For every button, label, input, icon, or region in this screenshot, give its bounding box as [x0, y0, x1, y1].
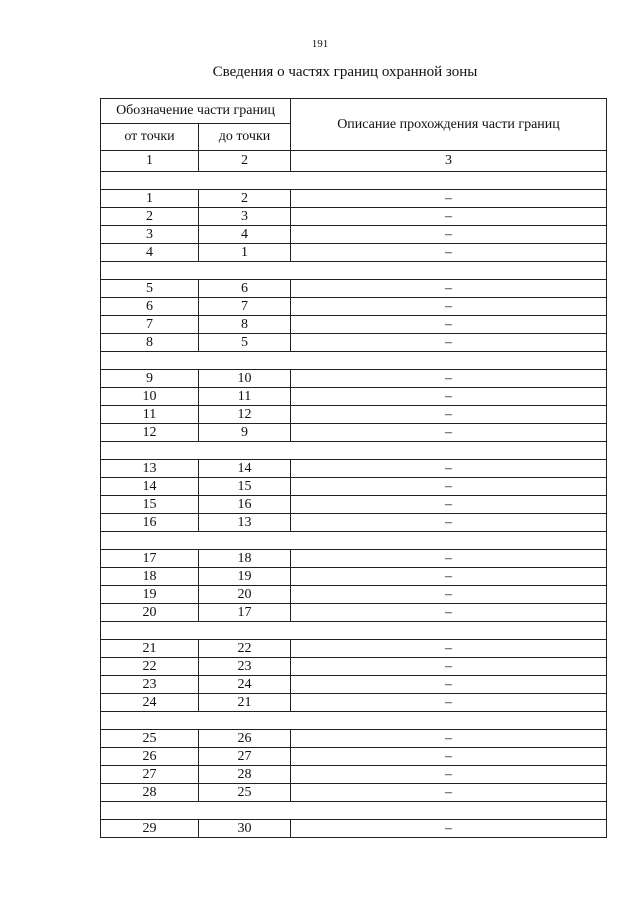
to-point-cell: 19: [199, 568, 291, 586]
to-point-cell: 16: [199, 496, 291, 514]
from-point-cell: 18: [101, 568, 199, 586]
from-point-cell: 10: [101, 388, 199, 406]
group-separator-row: [101, 802, 607, 820]
to-point-cell: 15: [199, 478, 291, 496]
to-point-cell: 24: [199, 676, 291, 694]
to-point-cell: 17: [199, 604, 291, 622]
description-cell: –: [291, 316, 607, 334]
description-cell: –: [291, 604, 607, 622]
document-title: Сведения о частях границ охранной зоны: [212, 64, 478, 80]
table-row: [101, 694, 607, 712]
description-cell: –: [291, 406, 607, 424]
from-point-cell: 7: [101, 316, 199, 334]
to-point-cell: 13: [199, 514, 291, 532]
to-point-cell: 28: [199, 766, 291, 784]
table-row: [101, 640, 607, 658]
to-point-cell: 2: [199, 190, 291, 208]
to-point-cell: 1: [199, 244, 291, 262]
to-point-cell: 21: [199, 694, 291, 712]
description-cell: –: [291, 748, 607, 766]
to-point-cell: 20: [199, 586, 291, 604]
to-point-cell: 9: [199, 424, 291, 442]
table-body: [101, 99, 607, 838]
table-row: [101, 406, 607, 424]
group-separator-cell: [101, 442, 607, 460]
to-point-cell: 6: [199, 280, 291, 298]
from-point-cell: 22: [101, 658, 199, 676]
from-point-cell: 17: [101, 550, 199, 568]
from-point-cell: 12: [101, 424, 199, 442]
table-row: [101, 334, 607, 352]
description-cell: –: [291, 208, 607, 226]
description-cell: –: [291, 640, 607, 658]
header-designation: Обозначение части границ: [101, 99, 291, 124]
from-point-cell: 16: [101, 514, 199, 532]
from-point-cell: 5: [101, 280, 199, 298]
from-point-cell: 28: [101, 784, 199, 802]
description-cell: –: [291, 226, 607, 244]
header-to-point: до точки: [199, 124, 291, 151]
from-point-cell: 25: [101, 730, 199, 748]
from-point-cell: 29: [101, 820, 199, 838]
to-point-cell: 25: [199, 784, 291, 802]
table-row: [101, 658, 607, 676]
from-point-cell: 13: [101, 460, 199, 478]
group-separator-cell: [101, 172, 607, 190]
description-cell: –: [291, 496, 607, 514]
boundary-parts-table: [100, 98, 607, 838]
group-separator-row: [101, 262, 607, 280]
from-point-cell: 23: [101, 676, 199, 694]
description-cell: –: [291, 244, 607, 262]
description-cell: –: [291, 190, 607, 208]
description-cell: –: [291, 730, 607, 748]
to-point-cell: 27: [199, 748, 291, 766]
group-separator-cell: [101, 802, 607, 820]
to-point-cell: 14: [199, 460, 291, 478]
table-row: [101, 208, 607, 226]
description-cell: –: [291, 820, 607, 838]
group-separator-row: [101, 172, 607, 190]
column-number: 2: [199, 151, 291, 172]
description-cell: –: [291, 298, 607, 316]
column-number: 3: [291, 151, 607, 172]
table-row: [101, 748, 607, 766]
group-separator-row: [101, 532, 607, 550]
description-cell: –: [291, 568, 607, 586]
description-cell: –: [291, 334, 607, 352]
table-row: [101, 784, 607, 802]
description-cell: –: [291, 388, 607, 406]
from-point-cell: 9: [101, 370, 199, 388]
table-row: [101, 316, 607, 334]
description-cell: –: [291, 658, 607, 676]
header-description: Описание прохождения части границ: [291, 99, 607, 151]
from-point-cell: 2: [101, 208, 199, 226]
table-row: [101, 676, 607, 694]
table-row: [101, 370, 607, 388]
table-row: [101, 550, 607, 568]
group-separator-row: [101, 442, 607, 460]
group-separator-cell: [101, 262, 607, 280]
table-row: [101, 604, 607, 622]
from-point-cell: 8: [101, 334, 199, 352]
table-row: [101, 244, 607, 262]
to-point-cell: 23: [199, 658, 291, 676]
description-cell: –: [291, 676, 607, 694]
to-point-cell: 7: [199, 298, 291, 316]
from-point-cell: 4: [101, 244, 199, 262]
group-separator-row: [101, 622, 607, 640]
table-row: [101, 586, 607, 604]
description-cell: –: [291, 784, 607, 802]
from-point-cell: 11: [101, 406, 199, 424]
description-cell: –: [291, 514, 607, 532]
from-point-cell: 19: [101, 586, 199, 604]
from-point-cell: 21: [101, 640, 199, 658]
group-separator-cell: [101, 532, 607, 550]
table-row: [101, 766, 607, 784]
header-row: [101, 99, 607, 124]
table-row: [101, 568, 607, 586]
description-cell: –: [291, 280, 607, 298]
to-point-cell: 18: [199, 550, 291, 568]
from-point-cell: 6: [101, 298, 199, 316]
from-point-cell: 20: [101, 604, 199, 622]
group-separator-row: [101, 712, 607, 730]
table-row: [101, 460, 607, 478]
from-point-cell: 24: [101, 694, 199, 712]
table-row: [101, 388, 607, 406]
table-row: [101, 280, 607, 298]
column-number-row: [101, 151, 607, 172]
table-row: [101, 730, 607, 748]
to-point-cell: 12: [199, 406, 291, 424]
page-number: 191: [311, 38, 329, 50]
description-cell: –: [291, 460, 607, 478]
to-point-cell: 3: [199, 208, 291, 226]
description-cell: –: [291, 424, 607, 442]
description-cell: –: [291, 694, 607, 712]
header-from-point: от точки: [101, 124, 199, 151]
table-row: [101, 424, 607, 442]
to-point-cell: 26: [199, 730, 291, 748]
table-row: [101, 514, 607, 532]
to-point-cell: 5: [199, 334, 291, 352]
description-cell: –: [291, 370, 607, 388]
from-point-cell: 3: [101, 226, 199, 244]
description-cell: –: [291, 766, 607, 784]
table-row: [101, 478, 607, 496]
to-point-cell: 22: [199, 640, 291, 658]
group-separator-cell: [101, 712, 607, 730]
table-row: [101, 190, 607, 208]
to-point-cell: 4: [199, 226, 291, 244]
to-point-cell: 30: [199, 820, 291, 838]
from-point-cell: 26: [101, 748, 199, 766]
from-point-cell: 15: [101, 496, 199, 514]
table-row: [101, 226, 607, 244]
to-point-cell: 11: [199, 388, 291, 406]
description-cell: –: [291, 586, 607, 604]
to-point-cell: 10: [199, 370, 291, 388]
description-cell: –: [291, 550, 607, 568]
table-row: [101, 298, 607, 316]
group-separator-row: [101, 352, 607, 370]
group-separator-cell: [101, 622, 607, 640]
table-row: [101, 820, 607, 838]
from-point-cell: 27: [101, 766, 199, 784]
from-point-cell: 14: [101, 478, 199, 496]
group-separator-cell: [101, 352, 607, 370]
table-row: [101, 496, 607, 514]
description-cell: –: [291, 478, 607, 496]
to-point-cell: 8: [199, 316, 291, 334]
column-number: 1: [101, 151, 199, 172]
from-point-cell: 1: [101, 190, 199, 208]
